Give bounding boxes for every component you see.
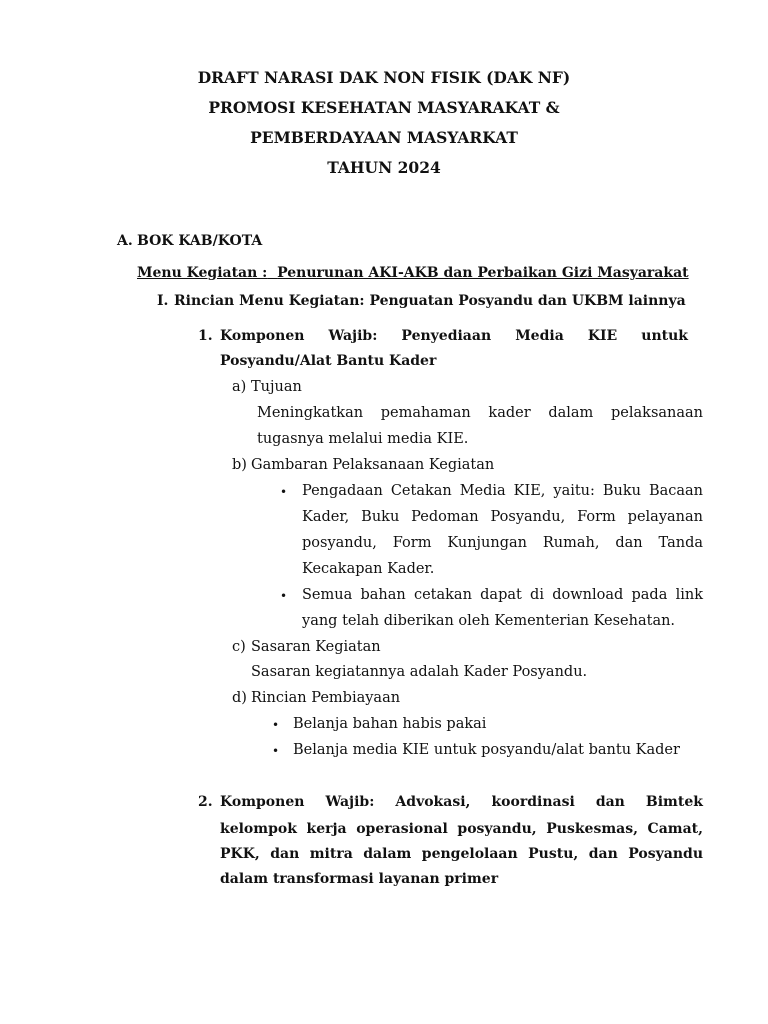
rincian-heading: Rincian Menu Kegiatan: Penguatan Posyandu dan UKBM lainnya — [174, 293, 686, 309]
sub-b-title: Gambaran Pelaksanaan Kegiatan — [251, 457, 495, 473]
rincian-marker: I. — [157, 293, 169, 309]
menu-kegiatan-label: Menu Kegiatan : — [137, 265, 268, 281]
bullet-glyph: • — [280, 589, 288, 603]
sub-b-bullet-1-line-3: posyandu, Form Kunjungan Rumah, dan Tanda — [302, 535, 703, 551]
item-1-heading-line-1 — [220, 328, 688, 344]
sub-b-bullet-1-line-1: Pengadaan Cetakan Media KIE, yaitu: Buku Bacaan — [302, 483, 703, 499]
item-1-heading-line-2: Posyandu/Alat Bantu Kader — [220, 353, 437, 369]
item-2-line-3: PKK, dan mitra dalam pengelolaan Pustu, dan Posyandu — [220, 846, 703, 862]
sub-a-text-line-2: tugasnya melalui media KIE. — [257, 431, 469, 447]
sub-c-title: Sasaran Kegiatan — [251, 639, 381, 655]
sub-a-text-line-1: Meningkatkan pemahaman kader dalam pelaksanaan — [257, 405, 703, 421]
doc-title-line-4: TAHUN 2024 — [327, 158, 441, 177]
item-2-line-1 — [220, 794, 703, 810]
item-1-heading-word: Wajib: — [328, 328, 378, 344]
item-1-heading-word: Media — [515, 328, 564, 344]
sub-d-bullet-2: Belanja media KIE untuk posyandu/alat bantu Kader — [293, 742, 680, 758]
sub-b-bullet-2-line-1: Semua bahan cetakan dapat di download pada link — [302, 587, 703, 603]
doc-title-line-3: PEMBERDAYAAN MASYARKAT — [250, 128, 518, 147]
sub-b-bullet-2-line-2: yang telah diberikan oleh Kementerian Kesehatan. — [302, 613, 676, 629]
bullet-glyph: • — [272, 718, 280, 732]
menu-kegiatan-value: Penurunan AKI-AKB dan Perbaikan Gizi Masyarakat — [277, 265, 689, 281]
item-2-word: Komponen — [220, 794, 305, 810]
sub-b-label: b) — [232, 457, 247, 473]
menu-kegiatan-line — [137, 265, 697, 281]
section-a-marker: A. — [117, 233, 133, 249]
doc-title-line-2: PROMOSI KESEHATAN MASYARAKAT & — [208, 98, 560, 117]
sub-d-bullet-1: Belanja bahan habis pakai — [293, 716, 487, 732]
item-1-heading-word: Komponen — [220, 328, 305, 344]
item-1-heading-word: KIE — [587, 328, 618, 344]
item-2-line-4: dalam transformasi layanan primer — [220, 871, 499, 887]
sub-c-text: Sasaran kegiatannya adalah Kader Posyandu. — [251, 664, 588, 680]
item-1-heading-word: untuk — [641, 328, 688, 344]
item-2-number: 2. — [198, 794, 213, 810]
sub-b-bullet-1-line-4: Kecakapan Kader. — [302, 561, 435, 577]
item-2-word: dan — [595, 794, 625, 810]
item-2-word: Wajib: — [325, 794, 375, 810]
sub-d-label: d) — [232, 690, 247, 706]
bullet-glyph: • — [272, 744, 280, 758]
section-a-heading: BOK KAB/KOTA — [137, 233, 263, 249]
item-2-word: Bimtek — [645, 794, 703, 810]
sub-d-title: Rincian Pembiayaan — [251, 690, 401, 706]
item-2-line-2: kelompok kerja operasional posyandu, Puskesmas, Camat, — [220, 821, 703, 837]
sub-a-label: a) — [232, 379, 247, 395]
doc-title-line-1: DRAFT NARASI DAK NON FISIK (DAK NF) — [197, 68, 571, 87]
sub-a-title: Tujuan — [251, 379, 302, 395]
sub-b-bullet-1-line-2: Kader, Buku Pedoman Posyandu, Form pelayanan — [302, 509, 703, 525]
item-1-heading-word: Penyediaan — [401, 328, 492, 344]
bullet-glyph: • — [280, 485, 288, 499]
sub-c-label: c) — [232, 639, 246, 655]
item-2-word: koordinasi — [491, 794, 575, 810]
item-1-number: 1. — [198, 328, 213, 344]
item-2-word: Advokasi, — [395, 794, 471, 810]
